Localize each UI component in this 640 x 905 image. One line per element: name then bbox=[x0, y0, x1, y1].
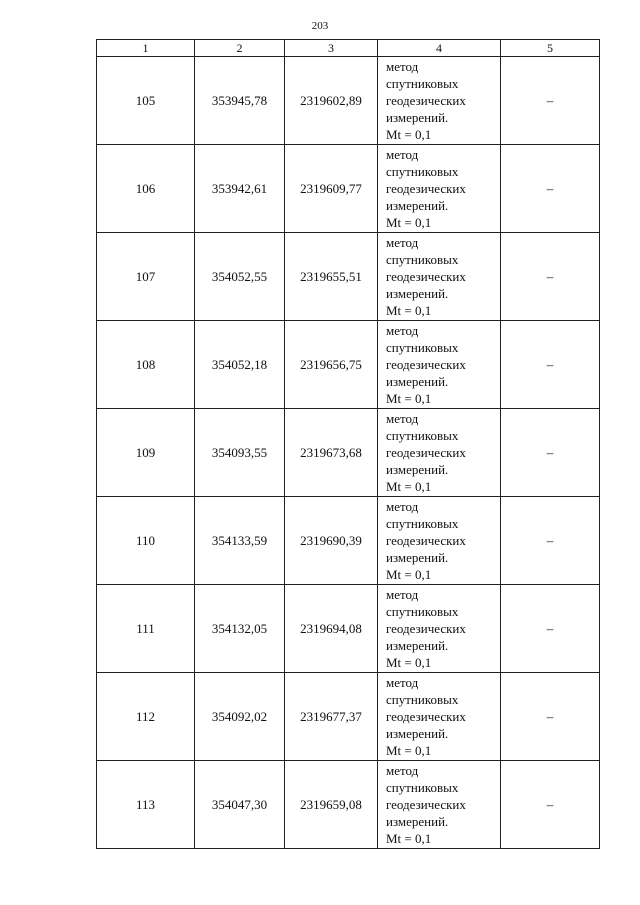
y-coordinate-cell: 2319602,89 bbox=[285, 57, 378, 145]
x-coordinate-cell: 354132,05 bbox=[195, 585, 285, 673]
column-header-5: 5 bbox=[501, 40, 600, 57]
method-line: измерений. bbox=[386, 814, 449, 829]
method-line: измерений. bbox=[386, 374, 449, 389]
column-header-3: 3 bbox=[285, 40, 378, 57]
point-number-cell: 105 bbox=[97, 57, 195, 145]
method-line: геодезических bbox=[386, 445, 466, 460]
method-line: Mt = 0,1 bbox=[386, 743, 432, 758]
method-line: геодезических bbox=[386, 797, 466, 812]
extra-cell: – bbox=[501, 585, 600, 673]
method-line: спутниковых bbox=[386, 164, 459, 179]
method-line: измерений. bbox=[386, 110, 449, 125]
method-line: геодезических bbox=[386, 93, 466, 108]
point-number-cell: 113 bbox=[97, 761, 195, 849]
table-row bbox=[97, 321, 600, 409]
method-cell bbox=[378, 585, 501, 673]
y-coordinate-cell: 2319609,77 bbox=[285, 145, 378, 233]
method-line: геодезических bbox=[386, 181, 466, 196]
method-line: измерений. bbox=[386, 462, 449, 477]
method-line: метод bbox=[386, 59, 419, 74]
coordinates-table bbox=[96, 39, 600, 849]
extra-cell: – bbox=[501, 761, 600, 849]
table-row bbox=[97, 145, 600, 233]
x-coordinate-cell: 353942,61 bbox=[195, 145, 285, 233]
method-line: метод bbox=[386, 147, 419, 162]
table-row bbox=[97, 761, 600, 849]
table-row bbox=[97, 497, 600, 585]
x-coordinate-cell: 354092,02 bbox=[195, 673, 285, 761]
method-line: измерений. bbox=[386, 550, 449, 565]
y-coordinate-cell: 2319659,08 bbox=[285, 761, 378, 849]
method-line: спутниковых bbox=[386, 252, 459, 267]
extra-cell: – bbox=[501, 497, 600, 585]
method-cell bbox=[378, 673, 501, 761]
extra-cell: – bbox=[501, 673, 600, 761]
point-number-cell: 107 bbox=[97, 233, 195, 321]
column-header-4: 4 bbox=[378, 40, 501, 57]
method-line: Mt = 0,1 bbox=[386, 831, 432, 846]
x-coordinate-cell: 354052,55 bbox=[195, 233, 285, 321]
method-line: геодезических bbox=[386, 621, 466, 636]
method-cell bbox=[378, 145, 501, 233]
method-line: Mt = 0,1 bbox=[386, 303, 432, 318]
x-coordinate-cell: 354047,30 bbox=[195, 761, 285, 849]
method-line: Mt = 0,1 bbox=[386, 391, 432, 406]
method-cell bbox=[378, 409, 501, 497]
method-line: Mt = 0,1 bbox=[386, 127, 432, 142]
method-line: спутниковых bbox=[386, 604, 459, 619]
table-body bbox=[97, 57, 600, 849]
method-line: спутниковых bbox=[386, 780, 459, 795]
y-coordinate-cell: 2319690,39 bbox=[285, 497, 378, 585]
x-coordinate-cell: 354093,55 bbox=[195, 409, 285, 497]
y-coordinate-cell: 2319677,37 bbox=[285, 673, 378, 761]
y-coordinate-cell: 2319656,75 bbox=[285, 321, 378, 409]
method-line: метод bbox=[386, 763, 419, 778]
y-coordinate-cell: 2319655,51 bbox=[285, 233, 378, 321]
method-line: спутниковых bbox=[386, 340, 459, 355]
point-number-cell: 110 bbox=[97, 497, 195, 585]
extra-cell: – bbox=[501, 57, 600, 145]
method-line: Mt = 0,1 bbox=[386, 655, 432, 670]
method-line: метод bbox=[386, 323, 419, 338]
method-line: метод bbox=[386, 675, 419, 690]
method-line: Mt = 0,1 bbox=[386, 215, 432, 230]
method-line: геодезических bbox=[386, 709, 466, 724]
table-row bbox=[97, 409, 600, 497]
method-line: Mt = 0,1 bbox=[386, 567, 432, 582]
point-number-cell: 106 bbox=[97, 145, 195, 233]
method-cell bbox=[378, 761, 501, 849]
table-row bbox=[97, 233, 600, 321]
method-cell bbox=[378, 233, 501, 321]
extra-cell: – bbox=[501, 409, 600, 497]
method-line: метод bbox=[386, 235, 419, 250]
method-line: метод bbox=[386, 499, 419, 514]
table-header-row bbox=[97, 40, 600, 57]
method-line: Mt = 0,1 bbox=[386, 479, 432, 494]
extra-cell: – bbox=[501, 321, 600, 409]
x-coordinate-cell: 354133,59 bbox=[195, 497, 285, 585]
method-line: измерений. bbox=[386, 286, 449, 301]
page-number: 203 bbox=[311, 20, 329, 32]
y-coordinate-cell: 2319694,08 bbox=[285, 585, 378, 673]
y-coordinate-cell: 2319673,68 bbox=[285, 409, 378, 497]
x-coordinate-cell: 354052,18 bbox=[195, 321, 285, 409]
point-number-cell: 112 bbox=[97, 673, 195, 761]
column-header-1: 1 bbox=[97, 40, 195, 57]
method-line: измерений. bbox=[386, 198, 449, 213]
table-row bbox=[97, 585, 600, 673]
point-number-cell: 108 bbox=[97, 321, 195, 409]
x-coordinate-cell: 353945,78 bbox=[195, 57, 285, 145]
method-line: метод bbox=[386, 411, 419, 426]
method-line: геодезических bbox=[386, 357, 466, 372]
method-line: геодезических bbox=[386, 533, 466, 548]
extra-cell: – bbox=[501, 233, 600, 321]
point-number-cell: 109 bbox=[97, 409, 195, 497]
method-line: спутниковых bbox=[386, 692, 459, 707]
method-line: спутниковых bbox=[386, 428, 459, 443]
method-line: измерений. bbox=[386, 726, 449, 741]
method-cell bbox=[378, 497, 501, 585]
method-line: спутниковых bbox=[386, 76, 459, 91]
method-cell bbox=[378, 57, 501, 145]
method-line: метод bbox=[386, 587, 419, 602]
method-line: геодезических bbox=[386, 269, 466, 284]
method-line: измерений. bbox=[386, 638, 449, 653]
method-cell bbox=[378, 321, 501, 409]
point-number-cell: 111 bbox=[97, 585, 195, 673]
column-header-2: 2 bbox=[195, 40, 285, 57]
table-row bbox=[97, 57, 600, 145]
method-line: спутниковых bbox=[386, 516, 459, 531]
extra-cell: – bbox=[501, 145, 600, 233]
table-row bbox=[97, 673, 600, 761]
